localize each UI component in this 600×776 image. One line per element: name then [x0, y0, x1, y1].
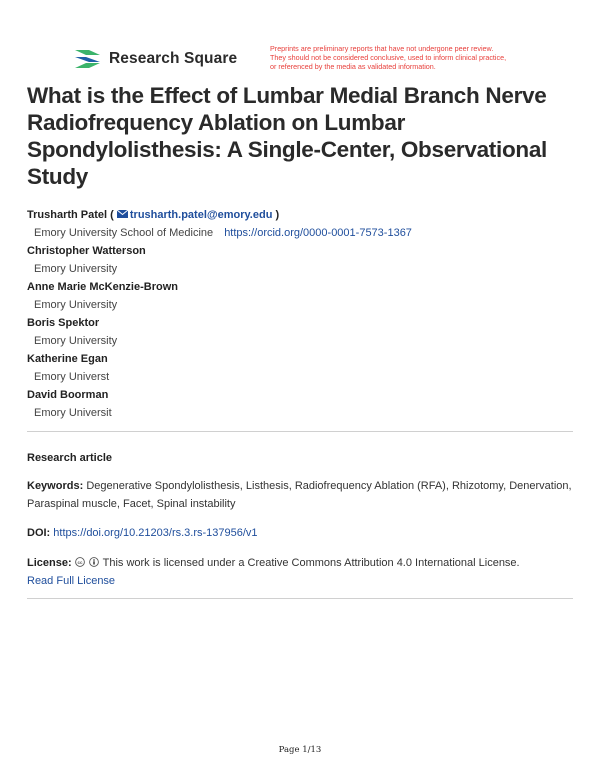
keywords: [27, 477, 573, 513]
article-type: [27, 449, 573, 467]
preprint-notice-line: They should not be considered conclusive, used to inform clinical practice,: [270, 53, 507, 62]
author-affiliation: Emory University: [34, 335, 118, 347]
article-type-label: Research article: [27, 452, 112, 464]
preprint-notice-line: Preprints are preliminary reports that have not undergone peer review.: [270, 44, 494, 53]
logo-text-square: Square: [184, 50, 238, 67]
author-affiliation: Emory Universit: [34, 407, 112, 419]
author-name: David Boorman: [27, 389, 109, 401]
license: [27, 554, 573, 590]
author-name: Boris Spektor: [27, 317, 100, 329]
author-email[interactable]: ( trusharth.patel@emory.edu ): [110, 209, 280, 221]
author-affiliation: [27, 224, 587, 242]
research-square-logo[interactable]: [74, 48, 237, 70]
logo-text: [109, 50, 237, 68]
divider: [27, 431, 573, 432]
keywords-label: Keywords:: [27, 480, 84, 492]
author-email-link[interactable]: trusharth.patel@emory.edu: [129, 209, 273, 221]
read-full-license-link[interactable]: Read Full License: [27, 575, 116, 587]
author-affiliation: Emory University: [34, 299, 118, 311]
doi-link[interactable]: https://doi.org/10.21203/rs.3.rs-137956/v1: [53, 527, 258, 539]
creative-commons-icon: [75, 557, 85, 567]
header: [74, 44, 584, 76]
license-text: This work is licensed under a Creative Commons Attribution 4.0 International License.: [102, 557, 520, 569]
attribution-icon: [89, 557, 99, 567]
author-affiliation: Emory Universt: [34, 371, 110, 383]
affiliation-text: Emory University School of Medicine: [34, 227, 214, 239]
svg-text:cc: cc: [77, 559, 83, 565]
author-name-text: Trusharth Patel: [27, 209, 108, 221]
preprint-notice: [270, 44, 590, 71]
page-number: Page 1/13: [278, 745, 322, 755]
author-affiliation: Emory University: [34, 263, 118, 275]
doi-label: DOI:: [27, 527, 51, 539]
author-name: Christopher Watterson: [27, 245, 146, 257]
preprint-notice-line: or referenced by the media as validated information.: [270, 62, 436, 71]
research-square-logo-icon: [74, 48, 101, 70]
author-name: Katherine Egan: [27, 353, 108, 365]
author-name: Anne Marie McKenzie-Brown: [27, 281, 178, 293]
license-label: License:: [27, 557, 72, 569]
paper-title: What is the Effect of Lumbar Medial Branch Nerve Radiofrequency Ablation on Lumbar Spondylolisthesis: A Single-Center, Observational Study: [27, 83, 547, 189]
author-name: [27, 206, 587, 224]
logo-text-research: Research: [109, 50, 180, 67]
doi: [27, 524, 573, 542]
keywords-text: Degenerative Spondylolisthesis, Listhesis, Radiofrequency Ablation (RFA), Rhizotomy, Denervation, Paraspinal muscle, Facet, Spinal instability: [27, 480, 572, 510]
orcid-link[interactable]: https://orcid.org/0000-0001-7573-1367: [224, 227, 412, 239]
divider: [27, 598, 573, 599]
envelope-icon: [117, 210, 128, 218]
author-list: [27, 206, 587, 422]
